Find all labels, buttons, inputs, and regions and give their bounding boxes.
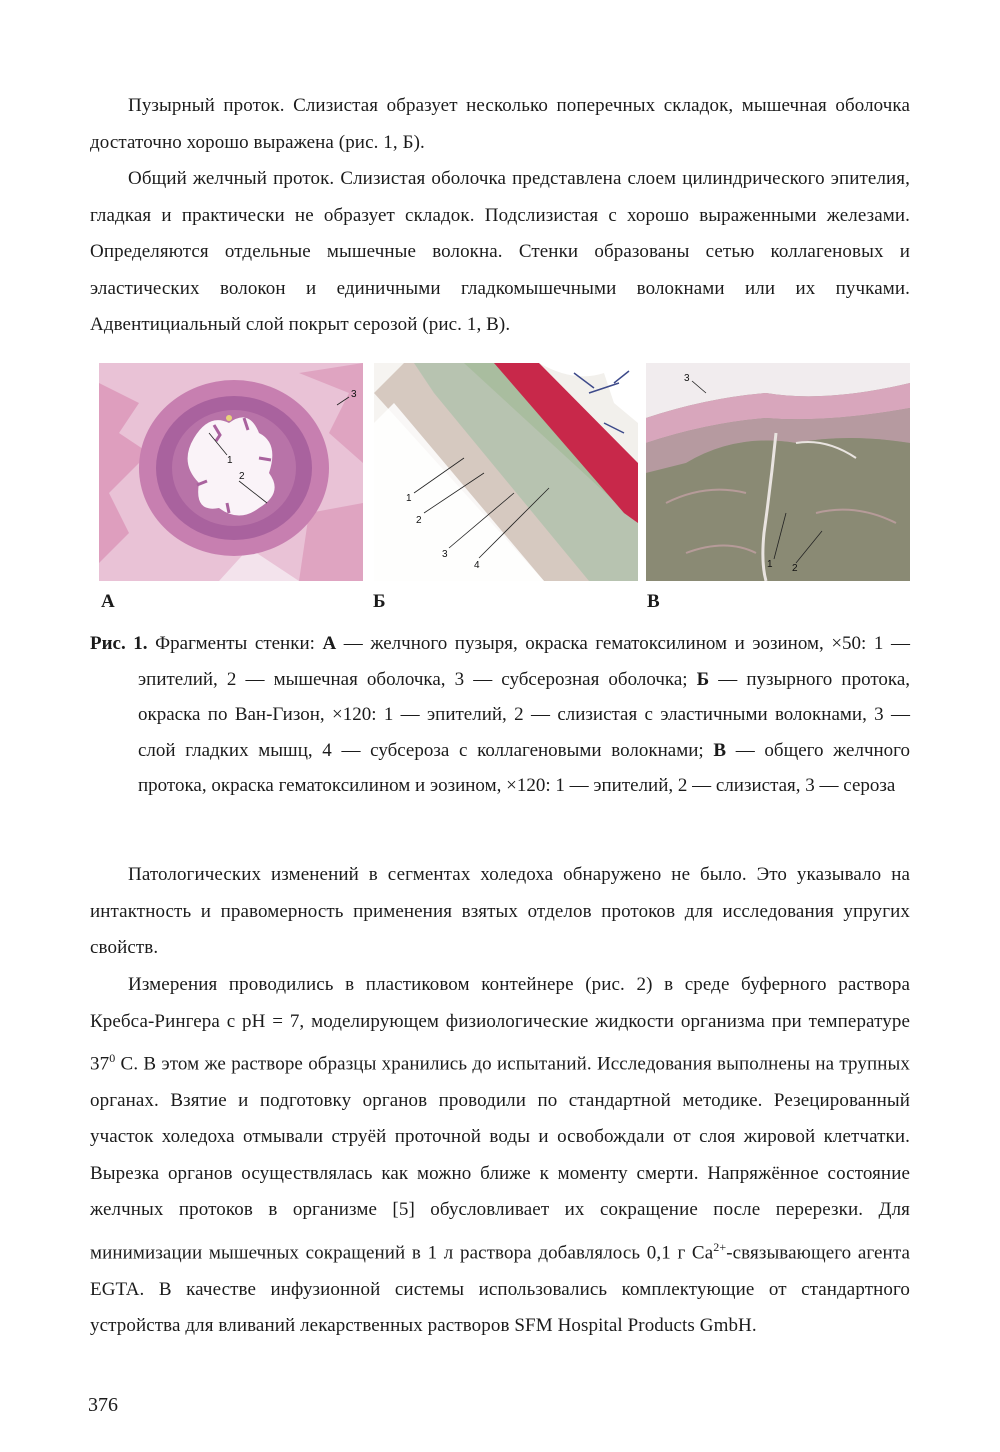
caption-text-1: Фрагменты стенки: [147,633,323,654]
panel-b-label-3: 3 [442,549,448,560]
panel-b-label-2: 2 [416,515,422,526]
page-number: 376 [88,1394,118,1416]
panel-a-label-2: 2 [239,471,245,482]
figure-1 [99,363,911,581]
caption-letter-b: Б [696,668,710,690]
p4-text-a: Измерения проводились в пластиковом контейнере (рис. 2) в среде буферного раствора Кребса-Рингера с pH = 7, моделирующем физиологические жидкости организма при температуре 37 [90,974,910,1075]
panel-letter-c: В [647,591,660,612]
panel-a-label-1: 1 [227,455,233,466]
panel-a-label-3: 3 [351,389,357,400]
p4-superscript-degree: 0 [109,1051,116,1065]
caption-letter-c: В [713,739,727,761]
micrograph-c [646,363,910,581]
panel-c-label-2: 2 [792,563,798,574]
caption-text-2: — желчного пузыря, окраска гематоксилином и эозином, ×50: 1 — эпителий, 2 — мышечная оболочка, 3 — субсерозная оболочка; [138,633,910,690]
caption-letter-a: А [322,633,337,654]
panel-b-label-1: 1 [406,493,412,504]
p4-superscript-charge: 2+ [713,1239,727,1254]
p4-text-c: -связывающего агента EGTA. В качестве инфузионной системы использовались комплектующие от стандартного устройства для вливаний лекарственных растворов SFM Hospital Products GmbH. [90,1242,910,1337]
micrograph-b [374,363,638,581]
paragraph-no-pathology: Патологических изменений в сегментах холедоха обнаружено не было. Это указывало на интактность и правомерность применения взятых отделов протоков для исследования упругих свойств. [90,864,910,958]
paragraph-measurements [90,967,910,1345]
figure-caption [90,626,910,804]
panel-c-label-1: 1 [767,559,773,570]
caption-lead: Рис. 1. [90,633,148,654]
panel-letter-a: А [101,591,115,612]
panel-letter-b: Б [373,591,386,612]
panel-b-label-4: 4 [474,560,480,571]
caption-text-3: — пузырного протока, окраска по Ван-Гизон, ×120: 1 — эпителий, 2 — слизистая с эластичными волокнами, 3 — слой гладких мышц, 4 — субсероза с коллагеновыми волокнами; [138,668,910,761]
p4-text-b: С. В этом же растворе образцы хранились до испытаний. Исследования выполнены на трупных органах. Взятие и подготовку органов проводили по стандартной методике. Резецированный участок холедоха отмывали струёй проточной воды и освобождали от слоя жировой клетчатки. Вырезка органов осуществлялась как можно ближе к моменту смерти. Напряжённое состояние желчных протоков в организме [5] обусловливает их сокращение после перерезки. Для минимизации мышечных сокращений в 1 л раствора добавлялось 0,1 г Са [90,1053,910,1264]
paragraph-cystic-duct: Пузырный проток. Слизистая образует несколько поперечных складок, мышечная оболочка достаточно хорошо выражена (рис. 1, Б). [90,95,910,153]
panel-c-label-3: 3 [684,373,690,384]
caption-text-4: — общего желчного протока, окраска гематоксилином и эозином, ×120: 1 — эпителий, 2 — слизистая, 3 — сероза [138,739,910,796]
paragraph-common-bile-duct: Общий желчный проток. Слизистая оболочка представлена слоем цилиндрического эпителия, гладкая и практически не образует складок. Подслизистая с хорошо выраженными железами. Определяются отдельные мышечные волокна. Стенки образованы сетью коллагеновых и эластических волокон и единичными гладкомышечными волокнами или их пучками. Адвентициальный слой покрыт серозой (рис. 1, В). [90,168,910,335]
micrograph-a [99,363,363,581]
